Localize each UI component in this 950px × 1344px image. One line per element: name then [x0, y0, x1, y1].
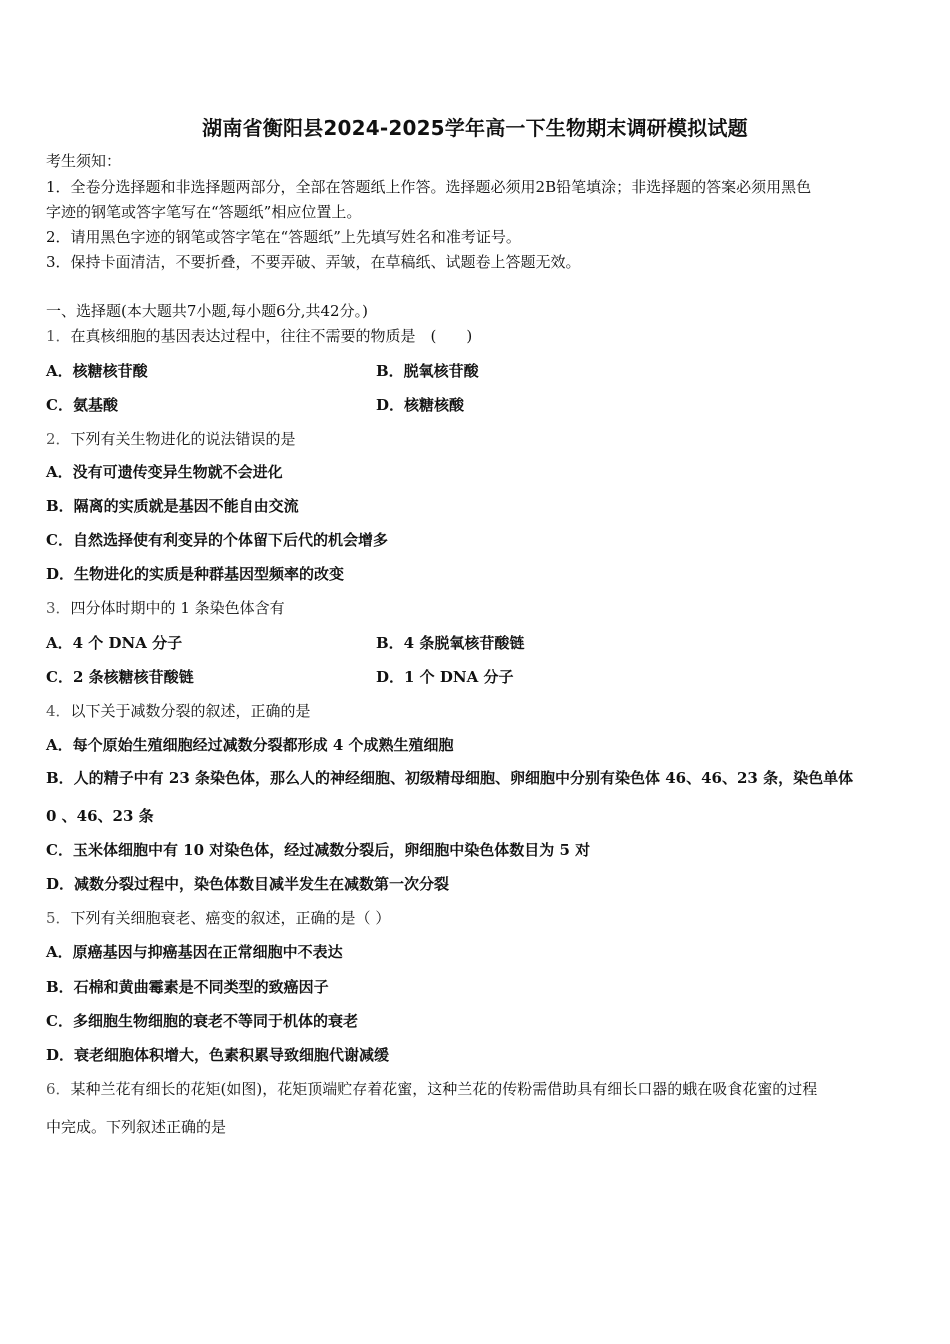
q2-option-c: C．自然选择使有利变异的个体留下后代的机会增多: [46, 531, 388, 549]
q5-option-b: B．石棉和黄曲霉素是不同类型的致癌因子: [46, 978, 329, 996]
page-title: 湖南省衡阳县2024-2025学年高一下生物期末调研模拟试题: [202, 116, 748, 140]
q3-option-c: C．2 条核糖核苷酸链: [46, 668, 194, 686]
q4-option-c: C．玉米体细胞中有 10 对染色体，经过减数分裂后，卵细胞中染色体数目为 5 对: [46, 841, 591, 859]
notice-item-1-cont: 字迹的钢笔或答字笔写在“答题纸”相应位置上。: [46, 203, 362, 221]
question-number: 5．: [46, 909, 71, 927]
notice-item-3: 3．保持卡面清洁，不要折叠，不要弄破、弄皱，在草稿纸、试题卷上答题无效。: [46, 253, 581, 271]
q4-option-a: A．每个原始生殖细胞经过减数分裂都形成 4 个成熟生殖细胞: [46, 736, 454, 754]
q2-option-d: D．生物进化的实质是种群基因型频率的改变: [46, 565, 345, 583]
notice-heading: 考生须知：: [46, 152, 122, 170]
question-1: [46, 326, 916, 346]
q4-option-b-cont: 0 、46、23 条: [46, 807, 154, 825]
question-number: 3．: [46, 599, 71, 617]
q5-option-a: A．原癌基因与抑癌基因在正常细胞中不表达: [46, 943, 343, 961]
question-text: 以下关于减数分裂的叙述，正确的是: [70, 702, 311, 720]
question-6-cont: 中完成。下列叙述正确的是: [46, 1118, 227, 1136]
question-3: [46, 598, 916, 618]
q5-option-c: C．多细胞生物细胞的衰老不等同于机体的衰老: [46, 1012, 358, 1030]
q5-option-d: D．衰老细胞体积增大，色素积累导致细胞代谢减缓: [46, 1046, 390, 1064]
question-text: 下列有关细胞衰老、癌变的叙述，正确的是（ ）: [70, 909, 391, 927]
q4-option-d: D．减数分裂过程中，染色体数目减半发生在减数第一次分裂: [46, 875, 450, 893]
question-4: [46, 701, 916, 721]
question-text: 下列有关生物进化的说法错误的是: [70, 430, 296, 448]
q2-option-a: A．没有可遗传变异生物就不会进化: [46, 463, 283, 481]
question-text: 某种兰花有细长的花矩(如图)，花矩顶端贮存着花蜜，这种兰花的传粉需借助具有细长口器的蛾在吸食花蜜的过程: [70, 1080, 818, 1098]
question-6: [46, 1079, 916, 1099]
question-number: 6．: [46, 1080, 71, 1098]
question-number: 2．: [46, 430, 71, 448]
question-2: [46, 429, 916, 449]
notice-item-2: 2．请用黑色字迹的钢笔或答字笔在“答题纸”上先填写姓名和准考证号。: [46, 228, 521, 246]
q1-option-c: C．氨基酸: [46, 396, 118, 414]
section-heading: 一、选择题(本大题共7小题,每小题6分,共42分。): [46, 302, 368, 320]
question-5: [46, 908, 916, 928]
q3-option-b: B．4 条脱氧核苷酸链: [376, 634, 525, 652]
q4-option-b: B．人的精子中有 23 条染色体，那么人的神经细胞、初级精母细胞、卵细胞中分别有染色体 46、46、23 条，染色单体: [46, 769, 854, 787]
q3-option-d: D．1 个 DNA 分子: [376, 668, 514, 686]
q1-option-a: A．核糖核苷酸: [46, 362, 148, 380]
q2-option-b: B．隔离的实质就是基因不能自由交流: [46, 497, 299, 515]
question-text: 在真核细胞的基因表达过程中，往往不需要的物质是 ( ): [70, 327, 473, 345]
q3-option-a: A．4 个 DNA 分子: [46, 634, 183, 652]
question-number: 1．: [46, 327, 71, 345]
q1-option-d: D．核糖核酸: [376, 396, 465, 414]
notice-item-1: 1．全卷分选择题和非选择题两部分，全部在答题纸上作答。选择题必须用2B铅笔填涂；非选择题的答案必须用黑色: [46, 178, 812, 196]
question-number: 4．: [46, 702, 71, 720]
question-text: 四分体时期中的 1 条染色体含有: [70, 599, 285, 617]
q1-option-b: B．脱氧核苷酸: [376, 362, 479, 380]
